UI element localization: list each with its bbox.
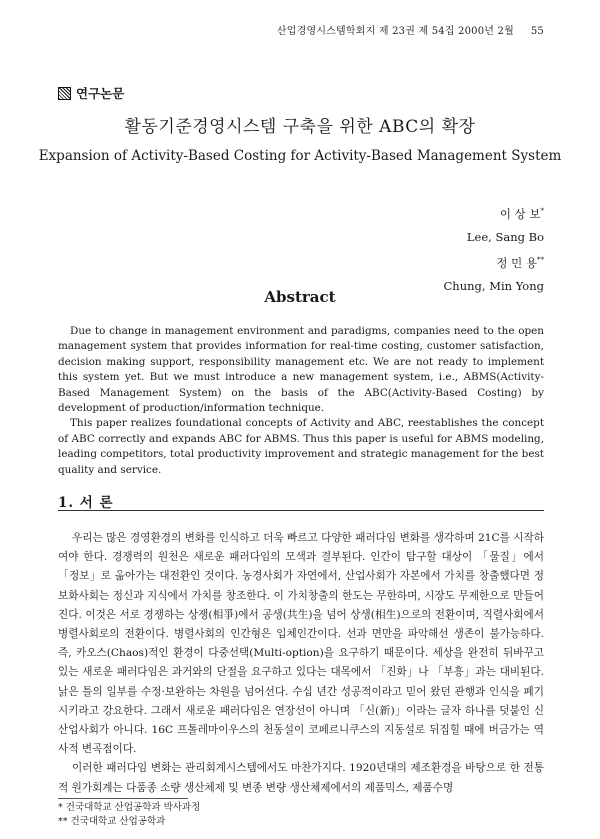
body-paragraph-1: 우리는 많은 경영환경의 변화를 인식하고 더욱 빠르고 다양한 패러다임 변화를 생각하며 21C를 시작하여야 한다. 경쟁력의 원천은 새로운 패러다임의 모색과 결부된다. 인간이 탐구할 대상이 「물질」에서 「정보」로 옮아가는 대전환인 것이다. 농경사회가 자연에서, 산업사회가 자본에서 가치를 창출했다면 정보화사회는 정신과 지식에서 가치를 창조한다. 이 가치창출의 한도는 무한하며, 시장도 무제한으로 만들어진다. 이것은 서로 경쟁하는 상쟁(相爭)에서 공생(共生)을 넘어 상생(相生)으로의 전환이며, 직렬사회에서 병렬사회로의 전환이다. 병렬사회의 인간형은 입체인간이다. 선과 면만을 파악해선 생존이 불가능하다. 즉, 카오스(Chaos)적인 환경이 다중선택(Multi-option)을 요구하기 때문이다. 세상을 완전히 뒤바꾸고 있는 새로운 패러다임은 과거와의 단절을 요구하고 있다는 대목에서 「진화」나 「부흥」과는 대비된다. 낡은 틀의 일부를 수정·보완하는 차원을 넘어선다. 수십 년간 성공적이라고 믿어 왔던 관행과 인식을 폐기시키라고 강요한다. 그래서 새로운 패러다임은 연장선이 아니며 「신(新)」이라는 글자 하나를 덧붙인 신산업사회가 아니다. 16C 프톨레마이우스의 천동설이 코페르니쿠스의 지동설로 뒤집힐 때에 버금가는 역사적 변곡점이다. [58,532,544,756]
footnote-divider [58,798,188,799]
journal-citation: 산업경영시스템학회지 제 23권 제 54집 2000년 2월 [276,26,514,37]
abstract-paragraph-1: Due to change in management environment and paradigms, companies need to the open management system that provides information for real-time costing, customer satisfaction, decision making support, responsibility management etc. We are not ready to implement this system yet. But we must introduce a new management system, i.e., ABMS(Activity- Based Management System) on the basis of the ABC(Activity-Based Costing) by development of production/information technique. [58,325,544,415]
title-korean: 활동기준경영시스템 구축을 위한 ABC의 확장 [124,117,476,137]
section-tag [58,84,124,102]
hatched-square-icon [58,87,71,100]
footnote-2: ** 건국대학교 산업공학과 [58,816,166,827]
abstract-heading: Abstract [264,288,336,306]
author-2-korean: 정 민 용** [496,255,544,270]
section-heading-introduction: 1. 서 론 [58,495,114,511]
author-1-korean: 이 상 보* [499,206,544,221]
section-divider [58,510,544,511]
section-tag-label: 연구논문 [76,86,125,101]
page-number: 55 [530,26,544,37]
abstract-body [58,324,544,478]
author-1-mark: * [540,207,544,215]
author-2-english: Chung, Min Yong [443,278,544,293]
footnotes [58,801,200,829]
introduction-body [58,529,544,798]
running-header [277,22,544,37]
title-english: Expansion of Activity-Based Costing for Activity-Based Management System [38,148,562,164]
author-1-english: Lee, Sang Bo [466,229,544,244]
author-block [444,200,545,298]
body-paragraph-2: 이러한 패러다임 변화는 관리회계시스템에서도 마찬가지다. 1920년대의 제조환경을 바탕으로 한 전통적 원가회계는 다품종 소량 생산체제 및 변종 변량 생산체제에서의 제품믹스, 제품수명 [58,762,544,794]
author-2-mark: ** [537,255,544,264]
footnote-1: * 건국대학교 산업공학과 박사과정 [58,802,201,813]
abstract-paragraph-2: This paper realizes foundational concepts of Activity and ABC, reestablishes the concept of ABC correctly and expands ABC for ABMS. Thus this paper is useful for ABMS modeling, leading competitors, total productivity improvement and strategic management for the best quality and service. [58,417,544,476]
